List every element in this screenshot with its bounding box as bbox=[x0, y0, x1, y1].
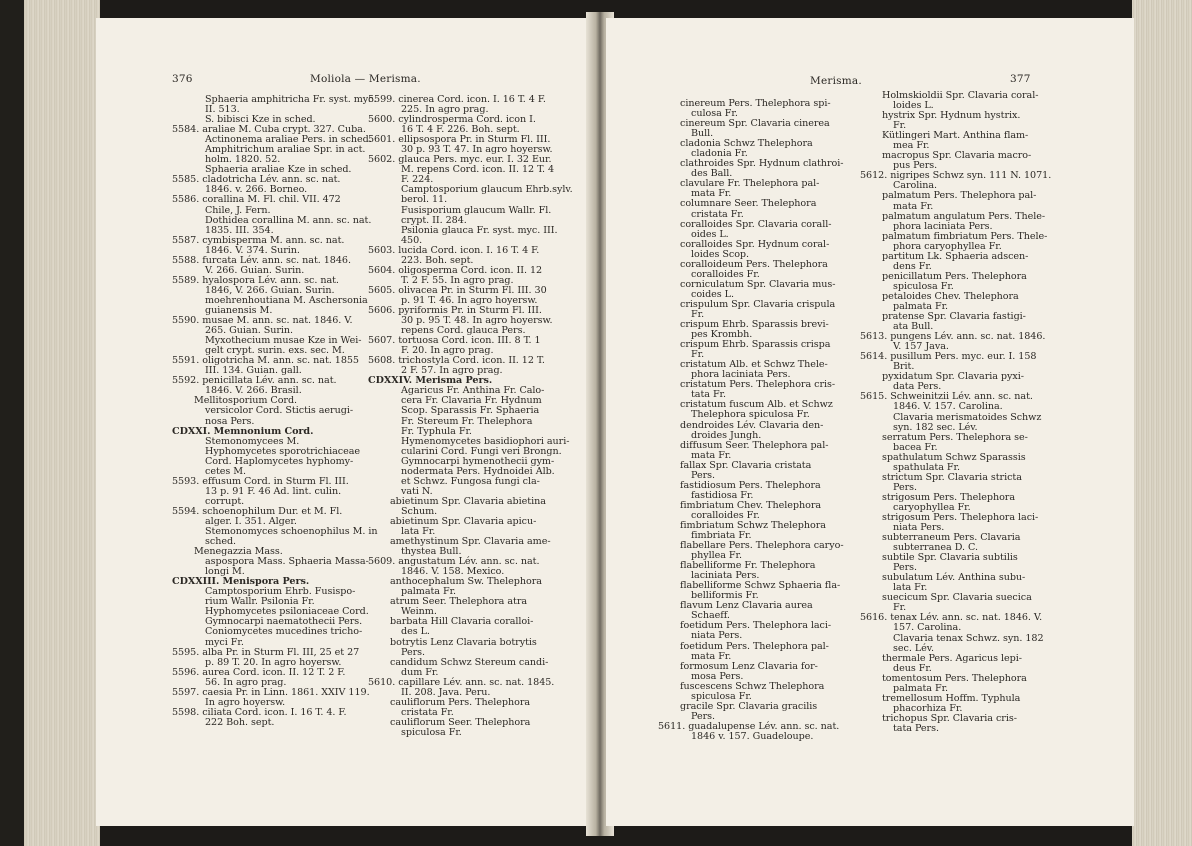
text-line: Fr. Typhula Fr. bbox=[401, 425, 472, 437]
text-line: Hymenomycetes basidiophori auri- bbox=[401, 435, 570, 447]
text-line: 5590. musae M. ann. sc. nat. 1846. V. bbox=[172, 315, 353, 327]
text-line: tata Fr. bbox=[691, 389, 727, 401]
text-line: Menegazzia Mass. bbox=[194, 546, 283, 558]
text-line: caryophyllea Fr. bbox=[893, 501, 971, 513]
text-line: nodermata Pers. Hydnoidei Alb. bbox=[401, 465, 555, 477]
text-line: spiculosa Fr. bbox=[401, 726, 462, 738]
text-line: deus Fr. bbox=[893, 662, 932, 674]
text-line: cera Fr. Clavaria Fr. Hydnum bbox=[401, 395, 542, 407]
text-line: phacorhiza Fr. bbox=[893, 702, 963, 714]
text-line: coralloides Fr. bbox=[691, 509, 760, 521]
text-line: 5598. ciliata Cord. icon. I. 16 T. 4. F. bbox=[172, 706, 347, 718]
text-line: diffusum Seer. Thelephora pal- bbox=[680, 439, 829, 451]
text-line: 5589. hyalospora Lév. ann. sc. nat. bbox=[172, 274, 339, 286]
text-line: II. 513. bbox=[205, 104, 240, 116]
text-line: CDXXIII. Menispora Pers. bbox=[172, 576, 310, 588]
text-line: des L. bbox=[401, 626, 430, 638]
text-line: petaloides Chev. Thelephora bbox=[882, 290, 1019, 302]
text-line: alger. I. 351. Alger. bbox=[205, 515, 297, 527]
text-line: 450. bbox=[401, 234, 423, 246]
text-line: cularini Cord. Fungi veri Brongn. bbox=[401, 445, 562, 457]
text-line: fuscescens Schwz Thelephora bbox=[680, 680, 825, 692]
text-line: 5599. cinerea Cord. icon. I. 16 T. 4 F. bbox=[368, 94, 546, 105]
text-line: fastidiosa Fr. bbox=[691, 489, 754, 501]
text-line: 1846 v. 157. Guadeloupe. bbox=[691, 730, 814, 742]
text-line: Dothidea corallina M. ann. sc. nat. bbox=[205, 214, 372, 226]
text-line: III. 134. Guian. gall. bbox=[205, 365, 302, 377]
text-line: 56. In agro prag. bbox=[205, 676, 287, 688]
text-line: thermale Pers. Agaricus lepi- bbox=[882, 652, 1022, 664]
text-line: phora caryophyllea Fr. bbox=[893, 240, 1002, 252]
text-line: dendroides Lév. Clavaria den- bbox=[680, 419, 824, 431]
text-line: phora laciniata Pers. bbox=[893, 220, 993, 232]
text-line: cinereum Pers. Thelephora spi- bbox=[680, 98, 831, 109]
text-line: tomentosum Pers. Thelephora bbox=[882, 672, 1027, 684]
text-line: flavum Lenz Clavaria aurea bbox=[680, 600, 813, 612]
text-line: aspospora Mass. Sphaeria Massa- bbox=[205, 556, 369, 568]
text-line: Pers. bbox=[893, 562, 918, 574]
text-line: 5615. Schweinitzii Lév. ann. sc. nat. bbox=[860, 391, 1033, 403]
page-number-right: 377 bbox=[1010, 73, 1031, 85]
text-line: 5608. trichostyla Cord. icon. II. 12 T. bbox=[368, 355, 545, 367]
text-line: 16 T. 4 F. 226. Boh. sept. bbox=[401, 124, 520, 136]
text-line: mosa Pers. bbox=[691, 670, 744, 682]
text-line: des Ball. bbox=[691, 168, 733, 180]
text-line: 5600. cylindrosperma Cord. icon I. bbox=[368, 114, 536, 126]
text-line: subterranea D. C. bbox=[893, 542, 978, 554]
text-line: crypt. II. 284. bbox=[401, 214, 467, 226]
text-line: Camptosporium Ehrb. Fusispo- bbox=[205, 586, 356, 598]
text-line: moehrenhoutiana M. Aschersonia bbox=[205, 294, 368, 306]
text-line: 5602. glauca Pers. myc. eur. I. 32 Eur. bbox=[368, 154, 552, 166]
running-head-left: Moliola — Merisma. bbox=[310, 73, 421, 85]
text-line: abietinum Spr. Clavaria apicu- bbox=[390, 515, 537, 527]
text-line: myci Fr. bbox=[205, 636, 244, 648]
text-line: cauliflorum Pers. Thelephora bbox=[390, 696, 531, 708]
text-line: Coniomycetes mucedines tricho- bbox=[205, 626, 363, 638]
text-line: 1846, V. 266. Guian. Surin. bbox=[205, 284, 335, 296]
text-line: In agro hoyersw. bbox=[205, 696, 286, 708]
text-line: Fr. bbox=[691, 349, 705, 361]
text-line: coralloides Fr. bbox=[691, 268, 760, 280]
text-line: 5591. oligotricha M. ann. sc. nat. 1855 bbox=[172, 355, 359, 367]
text-line: 5611. guadalupense Lév. ann. sc. nat. bbox=[658, 720, 840, 732]
text-line: Clavaria tenax Schwz. syn. 182 bbox=[893, 632, 1044, 644]
text-line: hystrix Spr. Hydnum hystrix. bbox=[882, 110, 1021, 122]
text-line: CDXXIV. Merisma Pers. bbox=[368, 375, 493, 387]
text-line: spiculosa Fr. bbox=[691, 690, 752, 702]
text-line: spathulatum Schwz Sparassis bbox=[882, 451, 1026, 463]
text-line: 157. Carolina. bbox=[893, 622, 962, 634]
text-line: pes Krombh. bbox=[691, 329, 753, 341]
text-line: flabelliforme Fr. Thelephora bbox=[680, 560, 816, 572]
text-line: 5588. furcata Lév. ann. sc. nat. 1846. bbox=[172, 254, 351, 266]
text-line: corrupt. bbox=[205, 495, 245, 507]
text-line: suecicum Spr. Clavaria suecica bbox=[882, 592, 1032, 604]
text-line: Gymnocarpi hymenothecii gym- bbox=[401, 455, 555, 467]
text-line: subterraneum Pers. Clavaria bbox=[882, 532, 1021, 544]
text-line: 30 p. 95 T. 48. In agro hoyersw. bbox=[401, 315, 553, 327]
text-line: fimbriatum Schwz Thelephora bbox=[680, 519, 826, 531]
text-line: formosum Lenz Clavaria for- bbox=[680, 660, 818, 672]
left-column-1 bbox=[172, 94, 378, 728]
text-line: fallax Spr. Clavaria cristata bbox=[680, 459, 812, 471]
text-line: dum Fr. bbox=[401, 666, 439, 678]
text-line: 223. Boh. sept. bbox=[401, 254, 474, 266]
text-line: Hyphomycetes sporotrichiaceae bbox=[205, 445, 361, 457]
text-line: lata Fr. bbox=[401, 526, 436, 538]
text-line: cristatum Alb. et Schwz Thele- bbox=[680, 359, 828, 371]
text-line: 5595. alba Pr. in Sturm Fl. III, 25 et 27 bbox=[172, 646, 360, 658]
text-line: niata Pers. bbox=[893, 522, 945, 534]
text-line: 5605. olivacea Pr. in Sturm Fl. III. 30 bbox=[368, 284, 547, 296]
text-line: crispum Ehrb. Sparassis crispa bbox=[680, 339, 831, 351]
text-line: trichopus Spr. Clavaria cris- bbox=[882, 712, 1017, 724]
text-line: Fr. Stereum Fr. Thelephora bbox=[401, 415, 533, 427]
text-line: Bull. bbox=[691, 128, 714, 140]
text-line: cristata Fr. bbox=[691, 208, 744, 220]
text-line: cetes M. bbox=[205, 465, 247, 477]
text-line: Myxothecium musae Kze in Wei- bbox=[205, 335, 362, 347]
text-line: Thelephora spiculosa Fr. bbox=[691, 409, 810, 421]
text-line: T. 2 F. 55. In agro prag. bbox=[401, 274, 514, 286]
text-line: F. 20. In agro prag. bbox=[401, 345, 494, 357]
text-line: syn. 182 sec. Lév. bbox=[893, 421, 978, 433]
text-line: strictum Spr. Clavaria stricta bbox=[882, 471, 1022, 483]
text-line: clathroides Spr. Hydnum clathroi- bbox=[680, 158, 844, 170]
text-line: anthocephalum Sw. Thelephora bbox=[390, 576, 542, 588]
text-line: M. repens Cord. icon. II. 12 T. 4 bbox=[401, 164, 555, 176]
text-line: subulatum Lév. Anthina subu- bbox=[882, 572, 1026, 584]
text-line: 1846. V. 266. Brasil. bbox=[205, 385, 302, 397]
text-line: ata Bull. bbox=[893, 321, 934, 333]
text-line: cladonia Schwz Thelephora bbox=[680, 138, 813, 150]
text-line: 5612. nigripes Schwz syn. 111 N. 1071. bbox=[860, 170, 1052, 182]
text-line: 5601. ellipsospora Pr. in Sturm Fl. III. bbox=[368, 134, 551, 146]
text-line: cristatum Pers. Thelephora cris- bbox=[680, 379, 836, 391]
right-column-2 bbox=[860, 91, 1075, 734]
text-line: penicillatum Pers. Thelephora bbox=[882, 270, 1027, 282]
text-line: Cord. Haplomycetes hyphomy- bbox=[205, 455, 354, 467]
text-line: mata Fr. bbox=[691, 188, 732, 200]
right-page bbox=[606, 18, 1134, 826]
text-line: 2 F. 57. In agro prag. bbox=[401, 365, 503, 377]
text-line: Carolina. bbox=[893, 180, 938, 192]
text-line: guianensis M. bbox=[205, 304, 273, 316]
text-line: cinereum Spr. Clavaria cinerea bbox=[680, 118, 830, 130]
text-line: 1846. V. 374. Surin. bbox=[205, 244, 300, 256]
text-line: tata Pers. bbox=[893, 722, 939, 734]
text-line: Sphaeria amphitricha Fr. syst. myc. bbox=[205, 94, 377, 105]
book-cover-left bbox=[0, 0, 24, 846]
text-line: spiculosa Fr. bbox=[893, 280, 954, 292]
text-line: 5592. penicillata Lév. ann. sc. nat. bbox=[172, 375, 337, 387]
text-line: barbata Hill Clavaria coralloi- bbox=[390, 616, 534, 628]
text-line: sched. bbox=[205, 536, 237, 548]
text-line: 5586. corallina M. Fl. chil. VII. 472 bbox=[172, 194, 341, 206]
text-line: pratense Spr. Clavaria fastigi- bbox=[882, 311, 1026, 323]
text-line: strigosum Pers. Thelephora laci- bbox=[882, 511, 1039, 523]
text-line: p. 89 T. 20. In agro hoyersw. bbox=[205, 656, 342, 668]
text-line: Actinonema araliae Pers. in sched. bbox=[205, 134, 372, 146]
text-line: repens Cord. glauca Pers. bbox=[401, 325, 526, 337]
text-line: 5610. capillare Lév. ann. sc. nat. 1845. bbox=[368, 676, 555, 688]
text-line: Camptosporium glaucum Ehrb.sylv. bbox=[401, 184, 573, 196]
text-line: F. 224. bbox=[401, 174, 434, 186]
text-line: oides L. bbox=[691, 228, 729, 240]
book-edge-right bbox=[1132, 0, 1192, 846]
text-line: serratum Pers. Thelephora se- bbox=[882, 431, 1028, 443]
text-line: palmata Fr. bbox=[401, 586, 457, 598]
text-line: 1835. III. 354. bbox=[205, 224, 274, 236]
text-line: Sphaeria araliae Kze in sched. bbox=[205, 164, 352, 176]
text-line: coralloides Spr. Clavaria corall- bbox=[680, 218, 832, 230]
text-line: fimbriata Fr. bbox=[691, 530, 752, 542]
text-line: mata Fr. bbox=[691, 449, 732, 461]
text-line: Scop. Sparassis Fr. Sphaeria bbox=[401, 405, 540, 417]
text-line: coralloides Spr. Hydnum coral- bbox=[680, 238, 830, 250]
text-line: Brit. bbox=[893, 361, 915, 373]
text-line: atrum Seer. Thelephora atra bbox=[390, 596, 528, 608]
text-line: cladonia Fr. bbox=[691, 148, 748, 160]
text-line: cauliflorum Seer. Thelephora bbox=[390, 716, 531, 728]
text-line: spathulata Fr. bbox=[893, 461, 960, 473]
text-line: mata Fr. bbox=[691, 650, 732, 662]
text-line: mata Fr. bbox=[893, 200, 934, 212]
text-line: phora laciniata Pers. bbox=[691, 369, 791, 381]
text-line: 5607. tortuosa Cord. icon. III. 8 T. 1 bbox=[368, 335, 541, 347]
text-line: V. 266. Guian. Surin. bbox=[205, 264, 305, 276]
text-line: dens Fr. bbox=[893, 260, 932, 272]
text-line: Weinm. bbox=[401, 606, 437, 618]
text-line: Fusisporium glaucum Wallr. Fl. bbox=[401, 204, 552, 216]
text-line: mea Fr. bbox=[893, 140, 930, 152]
text-line: cristata Fr. bbox=[401, 706, 454, 718]
text-line: macropus Spr. Clavaria macro- bbox=[882, 150, 1032, 162]
text-line: amethystinum Spr. Clavaria ame- bbox=[390, 536, 551, 548]
text-line: versicolor Cord. Stictis aerugi- bbox=[205, 405, 354, 417]
text-line: 1846. v. 266. Borneo. bbox=[205, 184, 308, 196]
text-line: corniculatum Spr. Clavaria mus- bbox=[680, 278, 836, 290]
text-line: Stemonomycees M. bbox=[205, 435, 300, 447]
text-line: 30 p. 93 T. 47. In agro hoyersw. bbox=[401, 144, 553, 156]
text-line: 5603. lucida Cord. icon. I. 16 T. 4 F. bbox=[368, 244, 540, 256]
running-head-right: Merisma. bbox=[810, 75, 862, 87]
text-line: 1846. V. 157. Carolina. bbox=[893, 401, 1003, 413]
text-line: niata Pers. bbox=[691, 630, 743, 642]
text-line: Chile, J. Fern. bbox=[205, 204, 271, 216]
text-line: II. 208. Java. Peru. bbox=[401, 686, 491, 698]
text-line: Mellitosporium Cord. bbox=[194, 395, 298, 407]
text-line: sec. Lév. bbox=[893, 642, 935, 654]
text-line: longi M. bbox=[205, 566, 245, 578]
text-line: pyxidatum Spr. Clavaria pyxi- bbox=[882, 371, 1024, 383]
text-line: Fr. bbox=[893, 120, 907, 132]
text-line: 5606. pyriformis Pr. in Sturm Fl. III. bbox=[368, 304, 542, 316]
text-line: Stemonomyces schoenophilus M. in bbox=[205, 526, 378, 538]
text-line: et Schwz. Fungosa fungi cla- bbox=[401, 475, 540, 487]
text-line: palmatum fimbriatum Pers. Thele- bbox=[882, 230, 1048, 242]
text-line: Schum. bbox=[401, 505, 438, 517]
text-line: Pers. bbox=[893, 481, 918, 493]
text-line: S. bibisci Kze in sched. bbox=[205, 114, 316, 126]
text-line: gelt crypt. surin. exs. sec. M. bbox=[205, 345, 345, 357]
text-line: clavulare Fr. Thelephora pal- bbox=[680, 178, 820, 190]
text-line: Agaricus Fr. Anthina Fr. Calo- bbox=[401, 385, 545, 397]
text-line: foetidum Pers. Thelephora laci- bbox=[680, 620, 832, 632]
text-line: 5593. effusum Cord. in Sturm Fl. III. bbox=[172, 475, 349, 487]
text-line: strigosum Pers. Thelephora bbox=[882, 491, 1016, 503]
text-line: Clavaria merismatoides Schwz bbox=[893, 411, 1042, 423]
text-line: 5597. caesia Pr. in Linn. 1861. XXIV 119. bbox=[172, 686, 370, 698]
text-line: 5609. angustatum Lév. ann. sc. nat. bbox=[368, 556, 540, 568]
text-line: columnare Seer. Thelephora bbox=[680, 198, 817, 210]
text-line: 5596. aurea Cord. icon. II. 12 T. 2 F. bbox=[172, 666, 346, 678]
text-line: abietinum Spr. Clavaria abietina bbox=[390, 495, 546, 507]
text-line: pus Pers. bbox=[893, 160, 938, 172]
text-line: 13 p. 91 F. 46 Ad. lint. culin. bbox=[205, 485, 342, 497]
text-line: thystea Bull. bbox=[401, 546, 462, 558]
text-line: coides L. bbox=[691, 288, 734, 300]
text-line: 265. Guian. Surin. bbox=[205, 325, 294, 337]
text-line: berol. 11. bbox=[401, 194, 448, 206]
text-line: Hyphomycetes psiloniaceae Cord. bbox=[205, 606, 369, 618]
text-line: phyllea Fr. bbox=[691, 550, 743, 562]
text-line: 1846. V. 158. Mexico. bbox=[401, 566, 505, 578]
text-line: Holmskioldii Spr. Clavaria coral- bbox=[882, 90, 1039, 101]
text-line: V. 157 Java. bbox=[893, 341, 949, 353]
page-number-left: 376 bbox=[172, 73, 193, 85]
text-line: palmata Fr. bbox=[893, 300, 949, 312]
text-line: flabellare Pers. Thelephora caryo- bbox=[680, 540, 844, 552]
text-line: vati N. bbox=[401, 485, 433, 497]
text-line: 5587. cymbisperma M. ann. sc. nat. bbox=[172, 234, 345, 246]
text-line: holm. 1820. 52. bbox=[205, 154, 281, 166]
text-line: 5585. cladotricha Lév. ann. sc. nat. bbox=[172, 174, 341, 186]
right-column-1 bbox=[658, 99, 873, 742]
text-line: fastidiosum Pers. Thelephora bbox=[680, 479, 821, 491]
text-line: Fr. bbox=[893, 602, 907, 614]
text-line: 225. In agro prag. bbox=[401, 104, 489, 116]
text-line: 5613. pungens Lév. ann. sc. nat. 1846. bbox=[860, 331, 1046, 343]
text-line: Amphitrichum araliae Spr. in act. bbox=[205, 144, 366, 156]
text-line: coralloideum Pers. Thelephora bbox=[680, 258, 828, 270]
text-line: nosa Pers. bbox=[205, 415, 255, 427]
text-line: loides Scop. bbox=[691, 248, 750, 260]
text-line: 222 Boh. sept. bbox=[205, 716, 275, 728]
text-line: 5614. pusillum Pers. myc. eur. I. 158 bbox=[860, 351, 1037, 363]
text-line: Fr. bbox=[691, 308, 705, 320]
text-line: culosa Fr. bbox=[691, 108, 738, 120]
text-line: Kütlingeri Mart. Anthina flam- bbox=[882, 130, 1029, 142]
text-line: laciniata Pers. bbox=[691, 570, 760, 582]
text-line: belliformis Fr. bbox=[691, 590, 759, 602]
text-line: palmatum Pers. Thelephora pal- bbox=[882, 190, 1037, 202]
text-line: data Pers. bbox=[893, 381, 942, 393]
left-column-2 bbox=[368, 95, 588, 738]
text-line: 5604. oligosperma Cord. icon. II. 12 bbox=[368, 264, 543, 276]
text-line: Pers. bbox=[691, 710, 716, 722]
text-line: 5616. tenax Lév. ann. sc. nat. 1846. V. bbox=[860, 612, 1043, 624]
text-line: 5594. schoenophilum Dur. et M. Fl. bbox=[172, 505, 343, 517]
text-line: droides Jungh. bbox=[691, 429, 762, 441]
text-line: lata Fr. bbox=[893, 582, 928, 594]
text-line: p. 91 T. 46. In agro hoyersw. bbox=[401, 294, 538, 306]
text-line: 5584. araliae M. Cuba crypt. 327. Cuba. bbox=[172, 124, 366, 136]
text-line: loides L. bbox=[893, 100, 934, 112]
text-line: fimbriatum Chev. Thelephora bbox=[680, 499, 822, 511]
text-line: cristatum fuscum Alb. et Schwz bbox=[680, 399, 833, 411]
text-line: gracile Spr. Clavaria gracilis bbox=[680, 700, 818, 712]
text-line: flabelliforme Schwz Sphaeria fla- bbox=[680, 580, 841, 592]
text-line: Psilonia glauca Fr. syst. myc. III. bbox=[401, 224, 558, 236]
text-line: subtile Spr. Clavaria subtilis bbox=[882, 552, 1018, 564]
text-line: Pers. bbox=[691, 469, 716, 481]
text-line: rium Wallr. Psilonia Fr. bbox=[205, 596, 315, 608]
text-line: Gymnocarpi naematothecii Pers. bbox=[205, 616, 363, 628]
text-line: Pers. bbox=[401, 646, 426, 658]
text-line: crispulum Spr. Clavaria crispula bbox=[680, 298, 836, 310]
text-line: botrytis Lenz Clavaria botrytis bbox=[390, 636, 537, 648]
text-line: crispum Ehrb. Sparassis brevi- bbox=[680, 319, 829, 331]
text-line: CDXXI. Memnonium Cord. bbox=[172, 425, 314, 437]
text-line: Schaeff. bbox=[691, 610, 730, 622]
text-line: candidum Schwz Stereum candi- bbox=[390, 656, 549, 668]
left-page bbox=[96, 18, 594, 826]
text-line: palmatum angulatum Pers. Thele- bbox=[882, 210, 1046, 222]
text-line: bacea Fr. bbox=[893, 441, 938, 453]
text-line: foetidum Pers. Thelephora pal- bbox=[680, 640, 829, 652]
text-line: tremellosum Hoffm. Typhula bbox=[882, 692, 1021, 704]
text-line: palmata Fr. bbox=[893, 682, 949, 694]
text-line: partitum Lk. Sphaeria adscen- bbox=[882, 250, 1029, 262]
